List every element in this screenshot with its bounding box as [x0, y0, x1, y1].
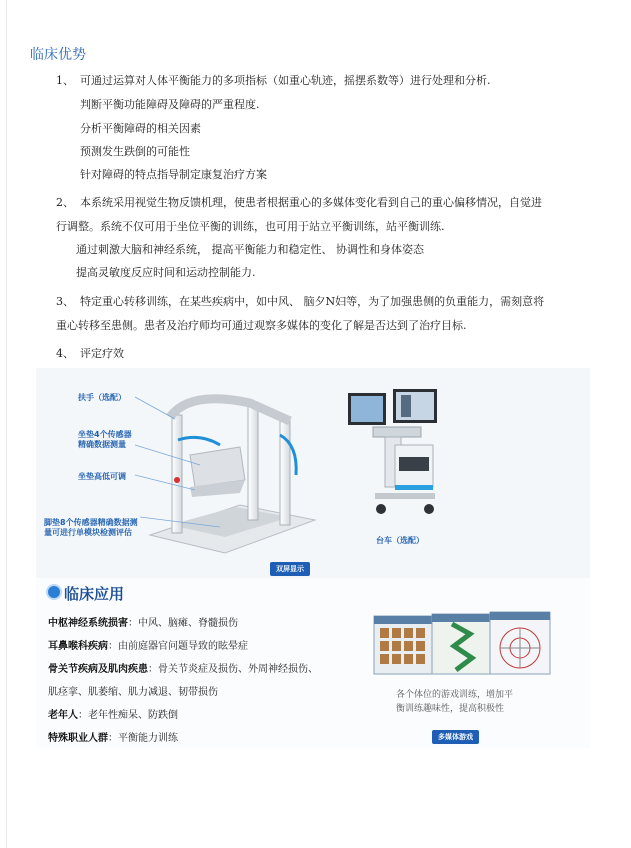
item-1: [56, 74, 491, 88]
item-continuation: 行调整。系统不仅可用于坐位平衡的训练，也可用于站立平衡训练，站平衡训练.: [56, 220, 445, 233]
item-number: 2、: [56, 196, 74, 209]
monitor-cart-image: [345, 385, 445, 525]
clinical-line: 中枢神经系统损害：中风、脑瘫、脊髓损伤: [48, 618, 238, 629]
callout-seat-height: 坐垫高低可调: [78, 472, 126, 481]
item-continuation: 重心转移至患侧。患者及治疗师均可通过观察多媒体的变化了解是否达到了治疗目标.: [56, 319, 467, 332]
callout-foot-sensors: 脚垫8个传感器精确数据测 量可进行单模块检测评估: [44, 518, 138, 537]
clinical-title: 临床应用: [64, 585, 125, 603]
item-number: 1、: [56, 74, 74, 87]
sub-item: 预测发生跌倒的可能性: [80, 145, 190, 158]
item-number: 3、: [56, 295, 74, 308]
sub-item: 分析平衡障碍的相关因素: [80, 122, 201, 135]
sub-item: 针对障碍的特点指导制定康复治疗方案: [80, 168, 267, 181]
callout-seat-sensors: 坐垫4个传感器 精确数据测量: [78, 430, 132, 449]
item-3: [56, 295, 544, 309]
game-screenshots-image: [372, 610, 552, 680]
section-heading: 临床优势: [30, 47, 86, 63]
callout-cart: 台车（选配）: [376, 536, 424, 545]
item-text: 可通过运算对人体平衡能力的多项指标（如重心轨迹，摇摆系数等）进行处理和分析.: [80, 74, 491, 87]
sub-item: 提高灵敏度反应时间和运动控制能力.: [76, 266, 256, 279]
page-edge: [6, 0, 7, 848]
tag-dual-screen: 双屏显示: [270, 562, 310, 576]
tag-multimedia-games: 多媒体游戏: [432, 730, 479, 744]
clinical-line: 特殊职业人群：平衡能力训练: [48, 733, 178, 744]
clinical-line: 老年人：老年性痴呆、防跌倒: [48, 710, 178, 721]
callout-armrest: 扶手（选配）: [78, 393, 126, 402]
sub-item: 通过刺激大脑和神经系统， 提高平衡能力和稳定性、 协调性和身体姿态: [76, 243, 424, 256]
clinical-line: 肌痉挛、肌萎缩、肌力减退、韧带损伤: [48, 687, 218, 698]
item-4: [56, 347, 124, 361]
tag-games-wrap: [432, 730, 492, 742]
games-caption: 各个体位的游戏训练，增加平 衡训练趣味性，提高积极性: [396, 690, 514, 714]
item-number: 4、: [56, 347, 74, 360]
item-text: 评定疗效: [80, 347, 124, 360]
item-text: 特定重心转移训练，在某些疾病中，如中风、 脑夕N妇等，为了加强患侧的负重能力，需刻意将: [80, 295, 545, 308]
tag-dual-screen-wrap: [270, 562, 328, 574]
clinical-line: 骨关节疾病及肌肉疾患：骨关节炎症及损伤、外周神经损伤、: [48, 664, 318, 675]
bullet-icon: [48, 586, 60, 598]
sub-item: 判断平衡功能障碍及障碍的严重程度.: [80, 98, 260, 111]
balance-chair-image: [130, 385, 320, 560]
item-text: 本系统采用视觉生物反馈机理，使患者根据重心的多媒体变化看到自己的重心偏移情况，自觉进: [80, 196, 542, 209]
clinical-line: 耳鼻喉科疾病：由前庭器官问题导致的眩晕症: [48, 641, 248, 652]
item-2: [56, 196, 542, 210]
